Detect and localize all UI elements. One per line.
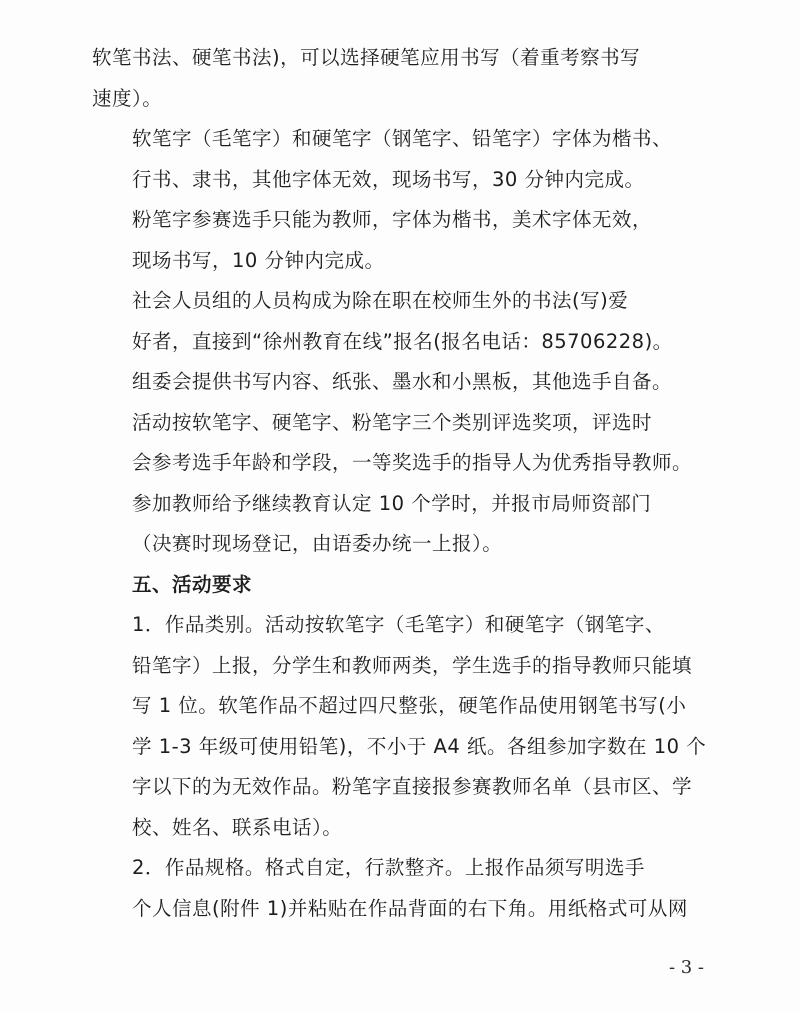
- text-line: 写 1 位。软笔作品不超过四尺整张，硬笔作品使用钢笔书写(小: [132, 694, 687, 717]
- text-line: 现场书写，10 分钟内完成。: [132, 248, 385, 272]
- text-line: 会参考选手年龄和学段，一等奖选手的指导人为优秀指导教师。: [132, 451, 693, 474]
- text-line: 组委会提供书写内容、纸张、墨水和小黑板，其他选手自备。: [132, 370, 673, 393]
- section-heading: 五、活动要求: [132, 572, 253, 596]
- text-line: 社会人员组的人员构成为除在职在校师生外的书法(写)爱: [132, 289, 629, 312]
- text-line: 铅笔字）上报，分学生和教师两类，学生选手的指导教师只能填: [132, 653, 693, 677]
- paragraph-continuation: [92, 38, 708, 119]
- text-line: 参加教师给予继续教育认定 10 个学时，并报市局师资部门: [132, 491, 652, 515]
- text-line: 软笔书法、硬笔书法)，可以选择硬笔应用书写（着重考察书写: [92, 46, 641, 69]
- text-line: 字以下的为无效作品。粉笔字直接报参赛教师名单（县市区、学: [132, 775, 693, 798]
- text-line: 行书、隶书，其他字体无效，现场书写，30 分钟内完成。: [132, 167, 645, 191]
- paragraph-awards: [92, 403, 708, 484]
- text-line: 个人信息(附件 1)并粘贴在作品背面的右下角。用纸格式可从网: [132, 896, 688, 920]
- text-line: （决赛时现场登记，由语委办统一上报）。: [132, 532, 503, 555]
- text-line: 粉笔字参赛选手只能为教师，字体为楷书，美术字体无效，: [132, 208, 653, 231]
- requirement-item-category: [92, 605, 708, 848]
- body-text: [92, 38, 708, 929]
- text-line: 好者，直接到“徐州教育在线”报名(报名电话：85706228)。: [132, 329, 673, 353]
- page-number: - 3 -: [668, 957, 704, 978]
- requirement-item-format: [92, 848, 708, 929]
- paragraph-chalk-rules: [92, 200, 708, 281]
- paragraph-font-rules: [92, 119, 708, 200]
- paragraph-credits: [92, 484, 708, 565]
- text-line: 校、姓名、联系电话）。: [132, 815, 343, 839]
- text-line: 活动按软笔字、硬笔字、粉笔字三个类别评选奖项，评选时: [132, 410, 653, 434]
- text-line: 软笔字（毛笔字）和硬笔字（钢笔字、铅笔字）字体为楷书、: [132, 127, 673, 150]
- paragraph-materials: [92, 362, 708, 403]
- text-line: 速度）。: [92, 86, 163, 110]
- text-line: 2．作品规格。格式自定，行款整齐。上报作品须写明选手: [132, 856, 645, 879]
- text-line: 1．作品类别。活动按软笔字（毛笔字）和硬笔字（钢笔字、: [132, 613, 665, 636]
- paragraph-public-group: [92, 281, 708, 362]
- text-line: 学 1-3 年级可使用铅笔)，不小于 A4 纸。各组参加字数在 10 个: [132, 734, 707, 758]
